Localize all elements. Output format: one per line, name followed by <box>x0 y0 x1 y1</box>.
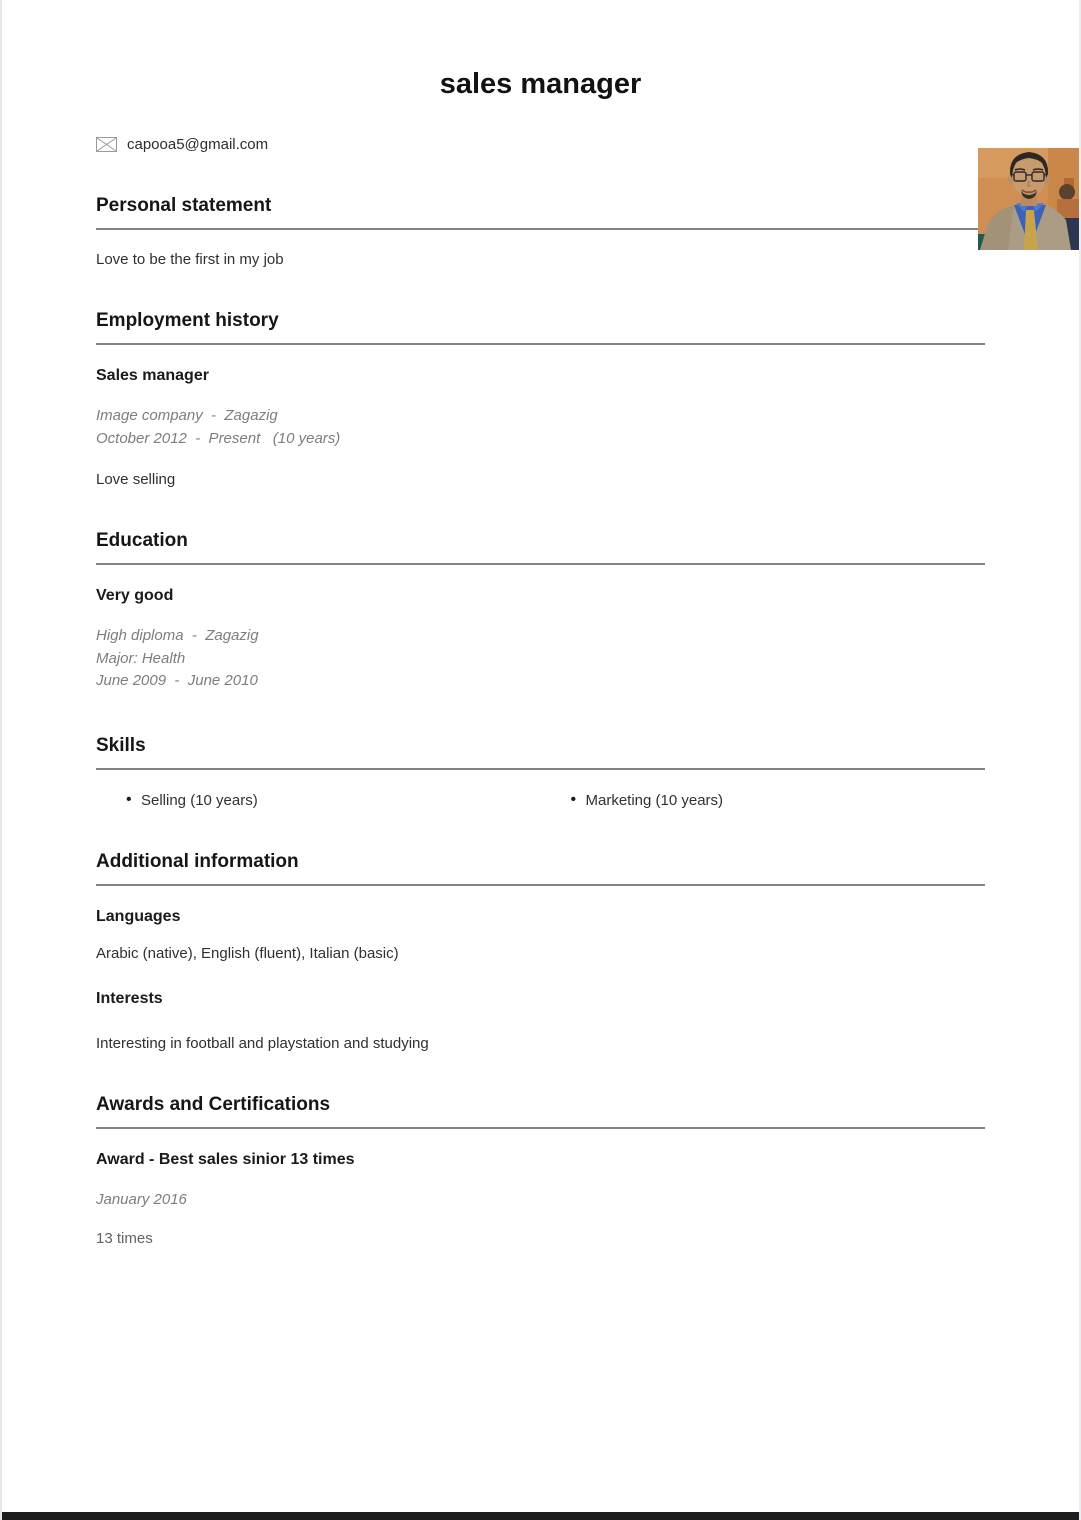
award-date: January 2016 <box>96 1190 187 1208</box>
profile-photo-illustration <box>978 148 1079 250</box>
resume-content <box>96 0 985 1247</box>
envelope-icon <box>96 137 117 152</box>
interests-label: Interests <box>96 989 163 1007</box>
page-bottom-edge <box>2 1512 1079 1520</box>
skill-item: • Selling (10 years) <box>96 792 541 809</box>
section-heading-skills: Skills <box>96 735 985 770</box>
page-title: sales manager <box>439 68 642 100</box>
education-title: Very good <box>96 587 174 604</box>
section-heading-awards-certifications: Awards and Certifications <box>96 1094 985 1129</box>
languages-label: Languages <box>96 907 181 925</box>
skills-list <box>96 792 985 809</box>
section-skills <box>96 735 985 809</box>
job-date-line: October 2012 - Present (10 years) <box>96 429 341 447</box>
section-heading-additional-information: Additional information <box>96 851 985 886</box>
section-heading-employment-history: Employment history <box>96 310 985 345</box>
personal-statement-text: Love to be the first in my job <box>96 251 284 268</box>
job-company-line: Image company - Zagazig <box>96 407 278 424</box>
award-title: Award - Best sales sinior 13 times <box>96 1150 355 1168</box>
profile-photo <box>978 148 1079 250</box>
job-meta <box>96 405 985 450</box>
section-additional-information <box>96 851 985 1052</box>
job-title: Sales manager <box>96 367 209 384</box>
section-personal-statement <box>96 195 985 268</box>
skill-item: • Marketing (10 years) <box>541 792 986 809</box>
education-date-line: June 2009 - June 2010 <box>96 672 258 689</box>
education-major-line: Major: Health <box>96 649 186 667</box>
contact-email-row <box>96 136 985 153</box>
section-heading-education: Education <box>96 530 985 565</box>
interests-value: Interesting in football and playstation and studying <box>96 1034 429 1052</box>
education-meta <box>96 625 985 693</box>
section-education <box>96 530 985 693</box>
job-description: Love selling <box>96 471 176 488</box>
section-employment-history <box>96 310 985 488</box>
education-school-line: High diploma - Zagazig <box>96 627 259 644</box>
award-note: 13 times <box>96 1230 153 1247</box>
section-heading-personal-statement: Personal statement <box>96 195 985 230</box>
section-awards-certifications <box>96 1094 985 1248</box>
email-text: capooa5@gmail.com <box>127 136 269 153</box>
languages-value: Arabic (native), English (fluent), Italian (basic) <box>96 944 399 962</box>
award-meta <box>96 1189 985 1212</box>
